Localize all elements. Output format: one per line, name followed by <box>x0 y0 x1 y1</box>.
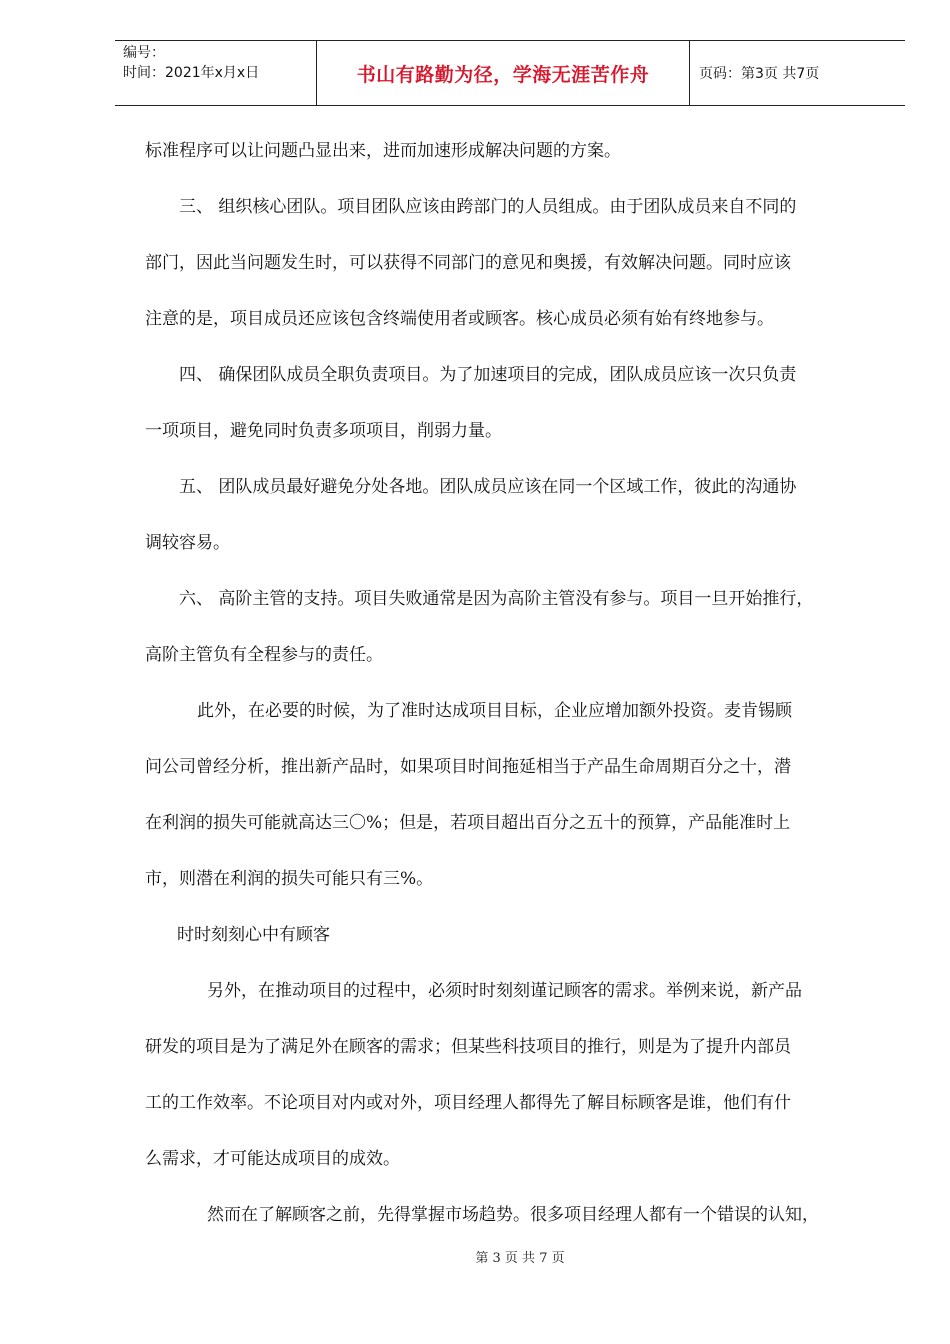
body-line: 注意的是，项目成员还应该包含终端使用者或顾客。核心成员必须有始有终地参与。 <box>145 309 774 329</box>
header-meta <box>123 43 313 83</box>
body-line: 市，则潜在利润的损失可能只有三%。 <box>145 869 434 889</box>
header-page-info: 页码：第3页 共7页 <box>699 66 820 82</box>
document-time-label: 时间：2021年x月x日 <box>123 65 260 81</box>
header-slogan-cell <box>316 41 690 105</box>
document-body <box>145 132 890 1252</box>
list-item-six: 六、 高阶主管的支持。项目失败通常是因为高阶主管没有参与。项目一旦开始推行， <box>179 589 814 609</box>
body-line: 一项项目，避免同时负责多项项目，削弱力量。 <box>145 421 502 441</box>
body-line: 标准程序可以让问题凸显出来，进而加速形成解决问题的方案。 <box>145 141 621 161</box>
page-footer: 第 3 页 共 7 页 <box>475 1251 565 1266</box>
paragraph-start: 然而在了解顾客之前，先得掌握市场趋势。很多项目经理人都有一个错误的认知， <box>207 1205 819 1225</box>
body-line: 工的工作效率。不论项目对内或对外，项目经理人都得先了解目标顾客是谁，他们有什 <box>145 1093 791 1113</box>
body-line: 高阶主管负有全程参与的责任。 <box>145 645 383 665</box>
body-line: 研发的项目是为了满足外在顾客的需求；但某些科技项目的推行，则是为了提升内部员 <box>145 1037 791 1057</box>
section-heading: 时时刻刻心中有顾客 <box>177 925 330 945</box>
paragraph-start: 另外，在推动项目的过程中，必须时时刻刻谨记顾客的需求。举例来说，新产品 <box>207 981 802 1001</box>
body-line: 么需求，才可能达成项目的成效。 <box>145 1149 400 1169</box>
list-item-three: 三、 组织核心团队。项目团队应该由跨部门的人员组成。由于团队成员来自不同的 <box>179 197 797 217</box>
list-item-four: 四、 确保团队成员全职负责项目。为了加速项目的完成，团队成员应该一次只负责 <box>179 365 797 385</box>
paragraph-start: 此外，在必要的时候，为了准时达成项目目标，企业应增加额外投资。麦肯锡顾 <box>197 701 792 721</box>
body-line: 部门，因此当问题发生时，可以获得不同部门的意见和奥援，有效解决问题。同时应该 <box>145 253 791 273</box>
header-slogan: 书山有路勤为径，学海无涯苦作舟 <box>356 63 650 86</box>
list-item-five: 五、 团队成员最好避免分处各地。团队成员应该在同一个区域工作，彼此的沟通协 <box>179 477 797 497</box>
body-line: 问公司曾经分析，推出新产品时，如果项目时间拖延相当于产品生命周期百分之十，潜 <box>145 757 791 777</box>
body-line: 在利润的损失可能就高达三〇%；但是，若项目超出百分之五十的预算，产品能准时上 <box>145 813 791 833</box>
body-line: 调较容易。 <box>145 533 230 553</box>
document-code-label: 编号： <box>123 45 165 61</box>
page-header <box>115 40 905 106</box>
